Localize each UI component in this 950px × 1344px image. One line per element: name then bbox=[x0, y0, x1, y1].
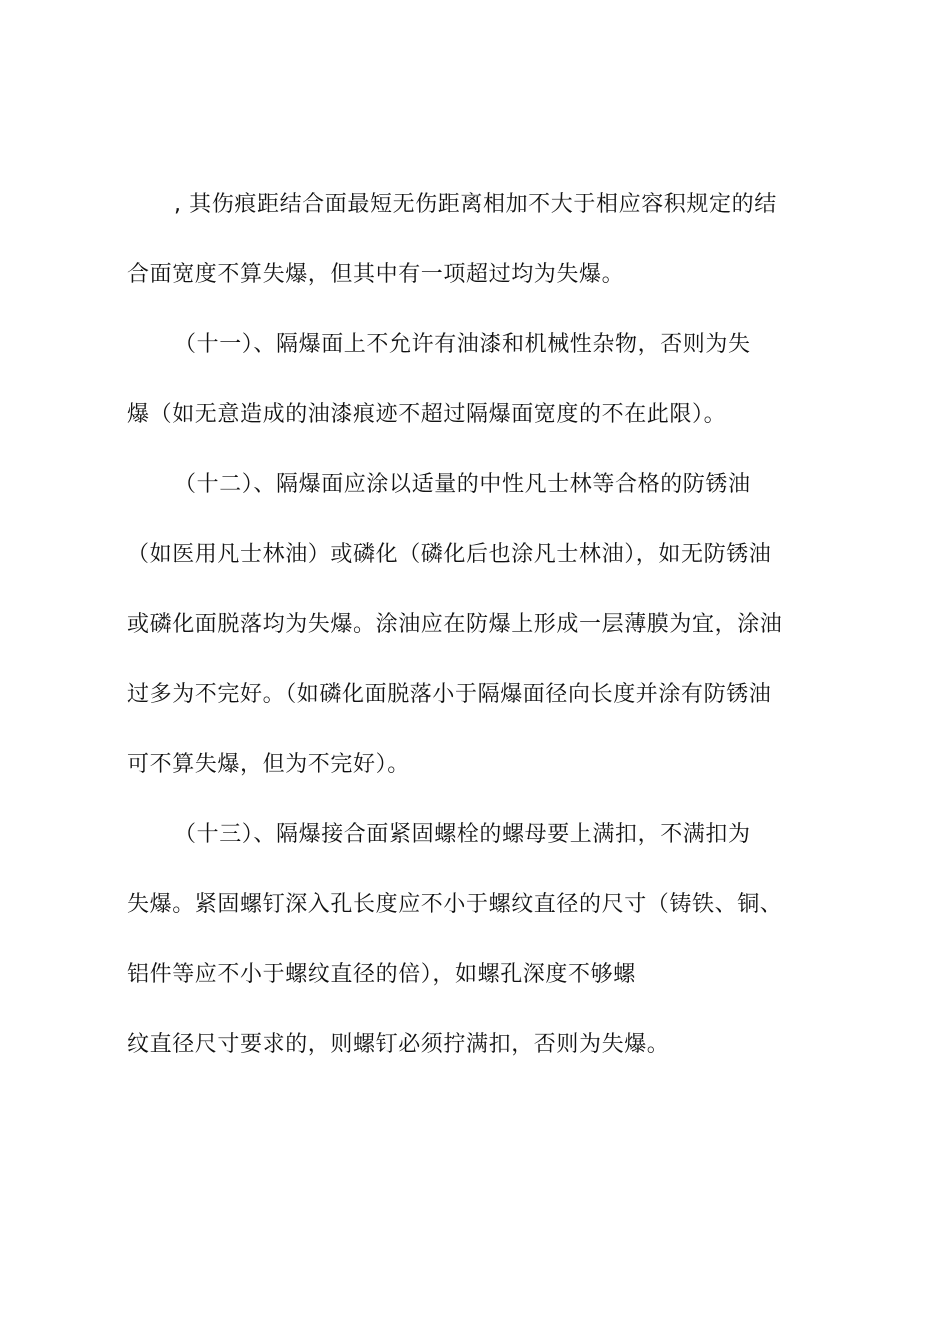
paragraph-line: 铝件等应不小于螺纹直径的倍），如螺孔深度不够螺 bbox=[127, 962, 636, 987]
paragraph-line: 或磷化面脱落均为失爆。涂油应在防爆上形成一层薄膜为宜，涂油 bbox=[127, 612, 783, 637]
paragraph-line: 爆（如无意造成的油漆痕迹不超过隔爆面宽度的不在此限）。 bbox=[127, 402, 727, 427]
paragraph-line: , 其伤痕距结合面最短无伤距离相加不大于相应容积规定的结 bbox=[174, 192, 777, 217]
paragraph-line: （十一）、隔爆面上不允许有油漆和机械性杂物，否则为失 bbox=[174, 332, 751, 357]
paragraph-line: （十二）、隔爆面应涂以适量的中性凡士林等合格的防锈油 bbox=[174, 472, 751, 497]
paragraph-line: 可不算失爆，但为不完好）。 bbox=[127, 752, 410, 777]
paragraph-line: 失爆。紧固螺钉深入孔长度应不小于螺纹直径的尺寸（铸铁、铜、 bbox=[127, 892, 783, 917]
paragraph-line: 合面宽度不算失爆，但其中有一项超过均为失爆。 bbox=[127, 262, 625, 287]
paragraph-line: （如医用凡士林油）或磷化（磷化后也涂凡士林油），如无防锈油 bbox=[127, 542, 772, 567]
paragraph-line: 纹直径尺寸要求的，则螺钉必须拧满扣，否则为失爆。 bbox=[127, 1032, 670, 1057]
paragraph-line: 过多为不完好。（如磷化面脱落小于隔爆面径向长度并涂有防锈油 bbox=[127, 682, 772, 707]
paragraph-line: （十三）、隔爆接合面紧固螺栓的螺母要上满扣，不满扣为 bbox=[174, 822, 751, 847]
